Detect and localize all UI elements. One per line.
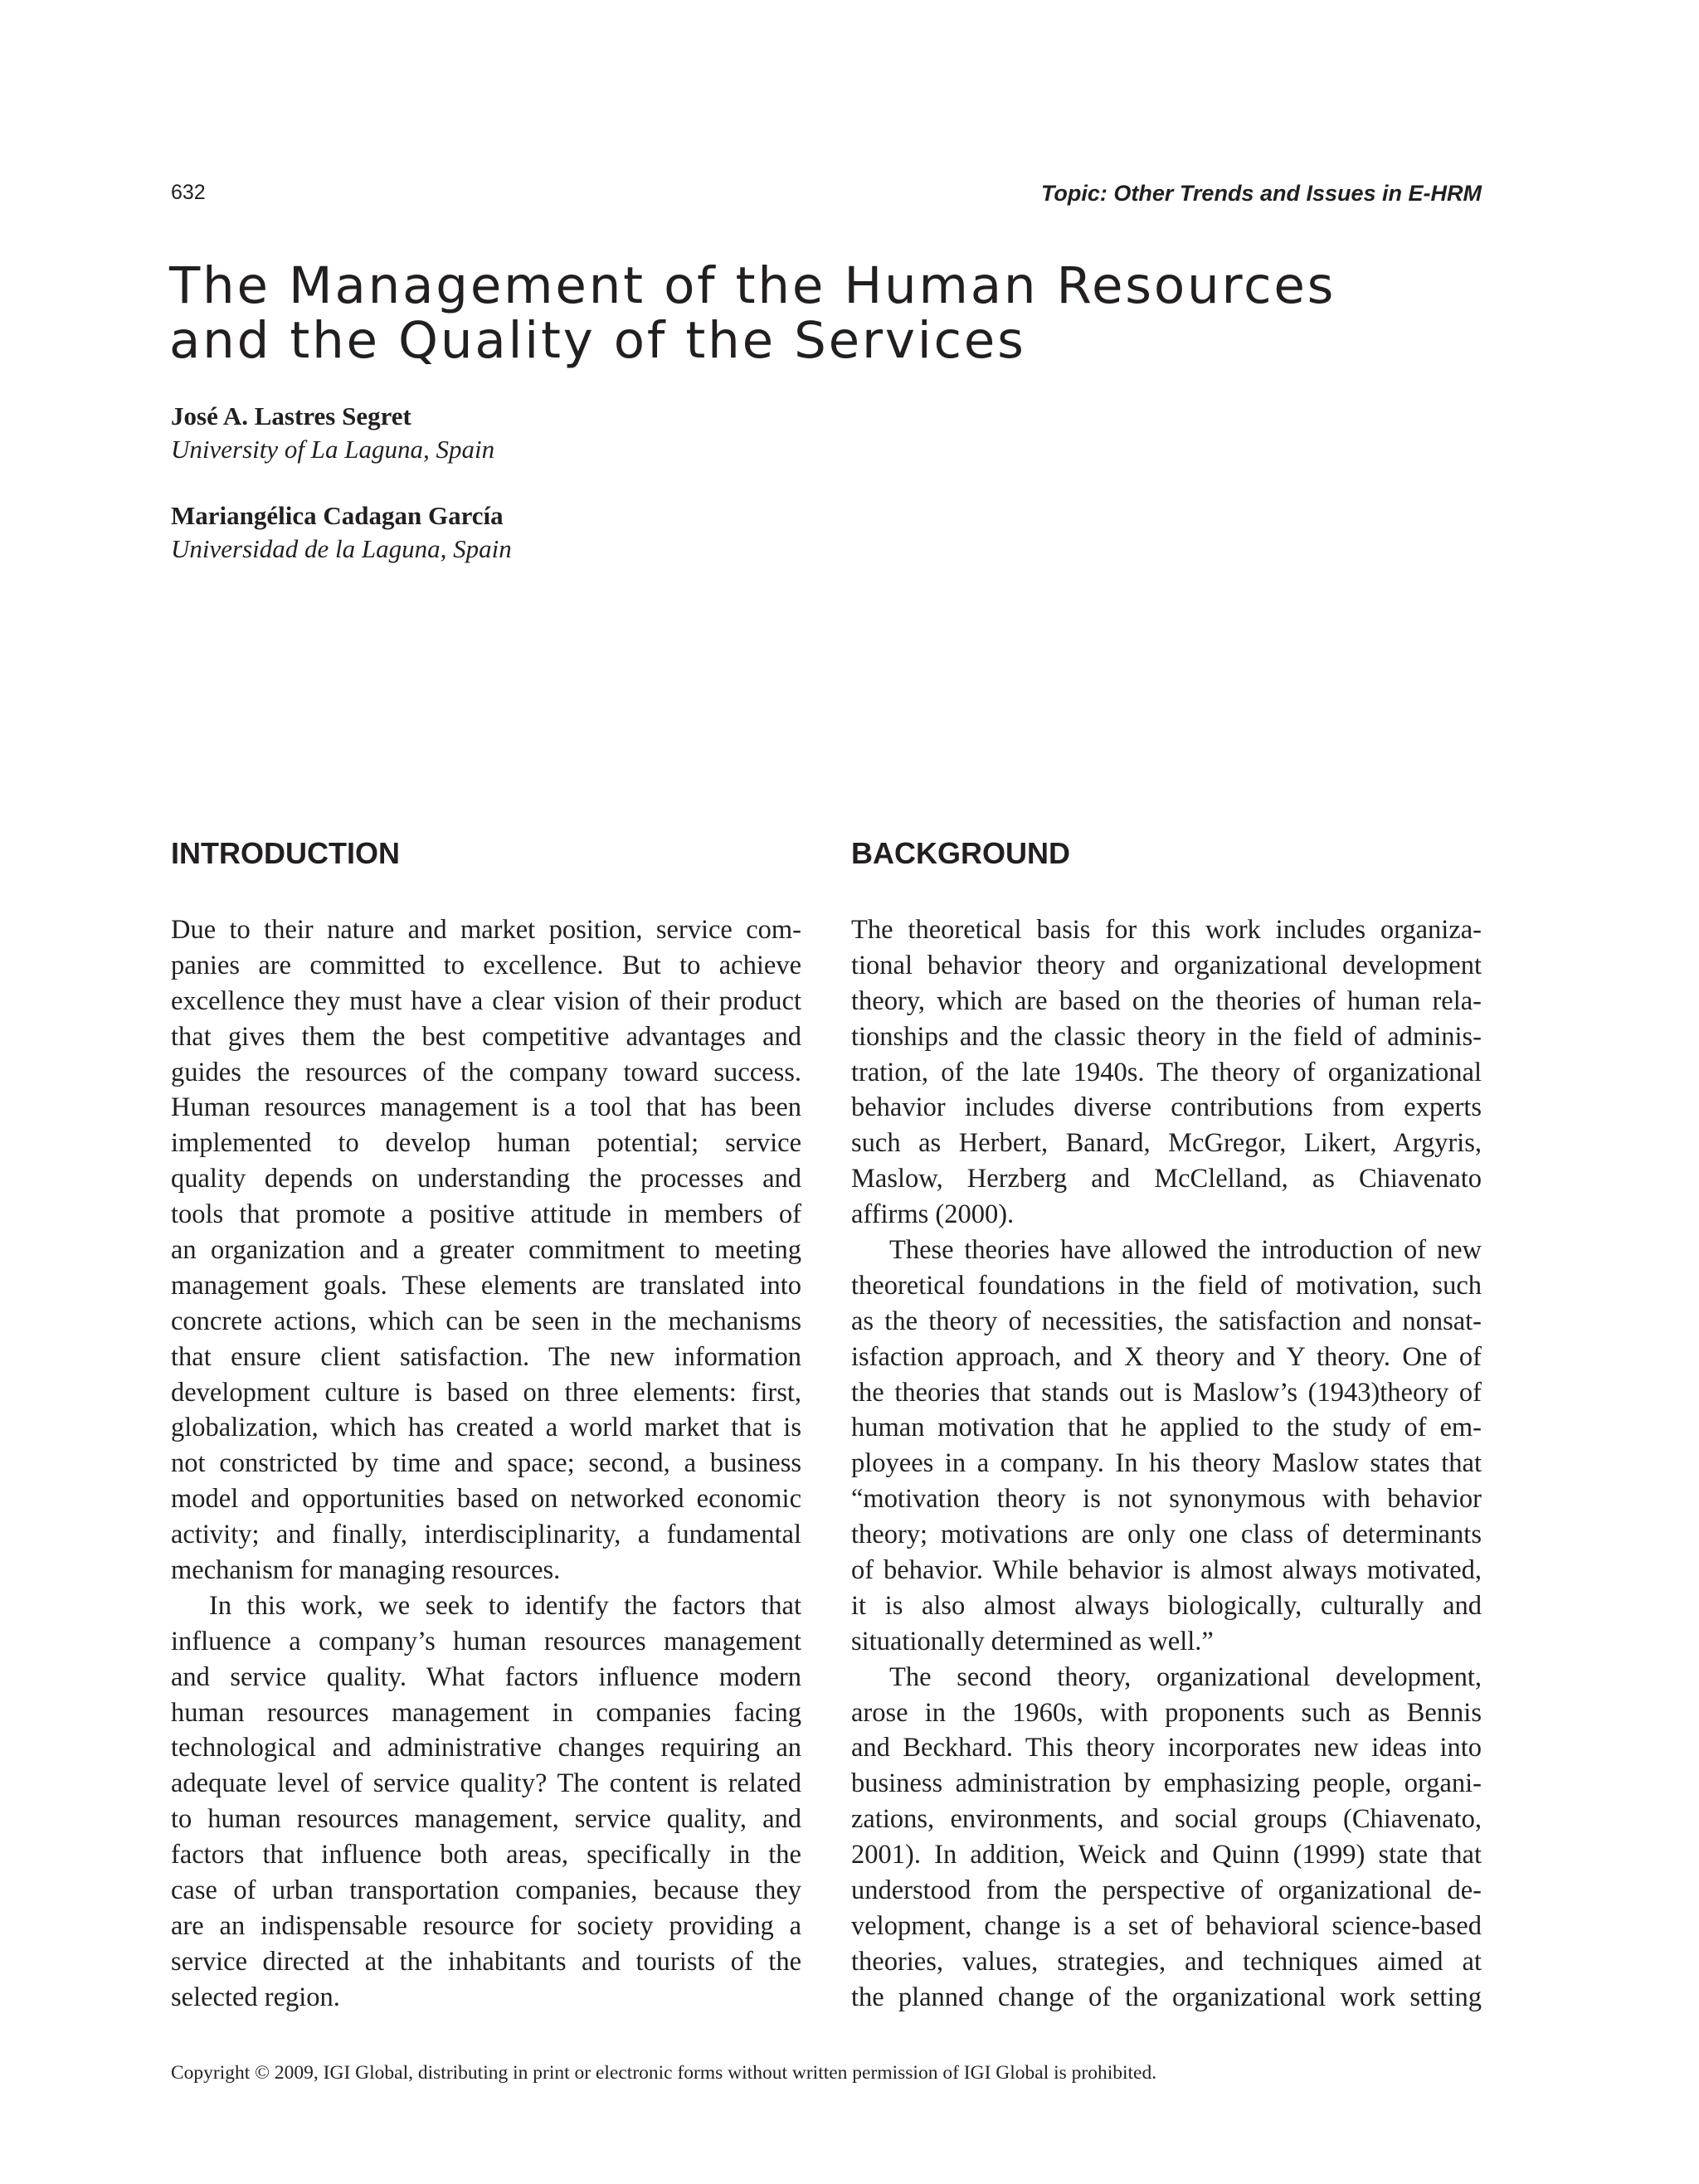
text-line: as the theory of necessities, the satisfaction and nonsat- [851, 1306, 1482, 1336]
author-block [171, 400, 918, 599]
text-line: In this work, we seek to identify the factors that [209, 1590, 801, 1621]
text-line: arose in the 1960s, with proponents such as Bennis [851, 1697, 1482, 1728]
text-line: are an indispensable resource for society providing a [171, 1910, 801, 1941]
text-line: model and opportunities based on networked economic [171, 1484, 801, 1515]
text-line: The theoretical basis for this work includes organiza- [851, 915, 1482, 945]
text-line: human motivation that he applied to the study of em- [851, 1413, 1482, 1443]
text-line: tionships and the classic theory in the field of adminis- [851, 1021, 1482, 1052]
author-2 [171, 499, 918, 566]
text-line: not constricted by time and space; second, a business [171, 1448, 801, 1479]
text-line: implemented to develop human potential; service [171, 1128, 801, 1159]
author-name: Mariangélica Cadagan García [171, 501, 504, 530]
text-line: velopment, change is a set of behavioral science-based [851, 1910, 1482, 1941]
text-line: that gives them the best competitive advantages and [171, 1021, 801, 1052]
text-line: 2001). In addition, Weick and Quinn (1999) state that [851, 1840, 1482, 1870]
text-line: the theories that stands out is Maslow’s (1943)theory of [851, 1377, 1482, 1408]
text-line: guides the resources of the company toward success. [171, 1057, 801, 1087]
text-line: The second theory, organizational development, [889, 1661, 1482, 1692]
text-line: selected region. [171, 1982, 340, 2012]
text-line: to human resources management, service quality, and [171, 1804, 801, 1835]
text-line: development culture is based on three elements: first, [171, 1377, 801, 1408]
author-name: José A. Lastres Segret [171, 401, 411, 430]
text-line: of behavior. While behavior is almost always motivated, [851, 1555, 1482, 1586]
introduction-heading: INTRODUCTION [171, 836, 400, 870]
text-line: theory, which are based on the theories of human rela- [851, 985, 1482, 1016]
background-paragraph-3 [851, 1660, 1482, 2016]
introduction-body [171, 912, 801, 2016]
text-line: theoretical foundations in the field of motivation, such [851, 1270, 1482, 1301]
text-line: theories, values, strategies, and techniques aimed at [851, 1946, 1482, 1977]
text-line: excellence they must have a clear vision of their product [171, 985, 801, 1016]
text-line: technological and administrative changes requiring an [171, 1733, 801, 1763]
text-line: tools that promote a positive attitude in members of [171, 1199, 801, 1230]
background-paragraph-1 [851, 912, 1482, 1233]
text-line: panies are committed to excellence. But to achieve [171, 950, 801, 980]
topic-label: Topic: Other Trends and Issues in E-HRM [1040, 181, 1482, 206]
background-paragraph-2 [851, 1233, 1482, 1660]
article-title [169, 256, 1463, 370]
text-line: it is also almost always biologically, culturally and [851, 1590, 1482, 1621]
text-line: influence a company’s human resources management [171, 1626, 801, 1656]
text-line: and service quality. What factors influence modern [171, 1661, 801, 1692]
text-line: case of urban transportation companies, because they [171, 1875, 801, 1906]
text-line: such as Herbert, Banard, McGregor, Likert, Argyris, [851, 1128, 1482, 1159]
text-line: situationally determined as well.” [851, 1626, 1214, 1656]
text-line: service directed at the inhabitants and tourists of the [171, 1946, 801, 1977]
text-line: behavior includes diverse contributions from experts [851, 1092, 1482, 1123]
title-line-2: and the Quality of the Services [169, 311, 1026, 370]
copyright-notice: Copyright © 2009, IGI Global, distributing in print or electronic forms without written permission of IGI Global is prohibited. [171, 2062, 1157, 2084]
text-line: factors that influence both areas, specifically in the [171, 1840, 801, 1870]
text-line: isfaction approach, and X theory and Y theory. One of [851, 1341, 1482, 1372]
text-line: affirms (2000). [851, 1199, 1015, 1230]
text-line: understood from the perspective of organizational de- [851, 1875, 1482, 1906]
text-line: business administration by emphasizing people, organi- [851, 1768, 1482, 1799]
text-line: mechanism for managing resources. [171, 1555, 561, 1586]
text-line: Human resources management is a tool that has been [171, 1092, 801, 1123]
text-line: that ensure client satisfaction. The new information [171, 1341, 801, 1372]
text-line: Due to their nature and market position, service com- [171, 915, 801, 945]
text-line: theory; motivations are only one class of determinants [851, 1520, 1482, 1550]
background-column [851, 833, 1482, 2016]
text-line: tration, of the late 1940s. The theory of organizational [851, 1057, 1482, 1087]
text-line: an organization and a greater commitment to meeting [171, 1235, 801, 1266]
introduction-paragraph-2 [171, 1588, 801, 2016]
text-line: concrete actions, which can be seen in the mechanisms [171, 1306, 801, 1336]
author-affiliation: University of La Laguna, Spain [171, 435, 495, 464]
text-line: Maslow, Herzberg and McClelland, as Chiavenato [851, 1164, 1482, 1194]
text-line: activity; and finally, interdisciplinarity, a fundamental [171, 1520, 801, 1550]
text-line: “motivation theory is not synonymous with behavior [851, 1484, 1482, 1515]
text-line: quality depends on understanding the processes and [171, 1164, 801, 1194]
introduction-column [171, 833, 801, 2016]
title-line-1: The Management of the Human Resources [169, 256, 1336, 315]
background-heading: BACKGROUND [851, 836, 1070, 870]
background-body [851, 912, 1482, 2016]
text-line: management goals. These elements are translated into [171, 1270, 801, 1301]
text-line: adequate level of service quality? The content is related [171, 1768, 801, 1799]
author-affiliation: Universidad de la Laguna, Spain [171, 534, 512, 563]
author-1 [171, 400, 918, 466]
text-line: globalization, which has created a world market that is [171, 1413, 801, 1443]
text-line: tional behavior theory and organizational development [851, 950, 1482, 980]
text-line: and Beckhard. This theory incorporates new ideas into [851, 1733, 1482, 1763]
running-header [171, 181, 1482, 209]
text-line: These theories have allowed the introduction of new [889, 1235, 1482, 1266]
text-line: the planned change of the organizational work setting [851, 1982, 1482, 2012]
introduction-paragraph-1 [171, 912, 801, 1588]
text-line: zations, environments, and social groups (Chiavenato, [851, 1804, 1482, 1835]
text-line: human resources management in companies facing [171, 1697, 801, 1728]
text-line: ployees in a company. In his theory Maslow states that [851, 1448, 1482, 1479]
page-number: 632 [171, 181, 206, 204]
